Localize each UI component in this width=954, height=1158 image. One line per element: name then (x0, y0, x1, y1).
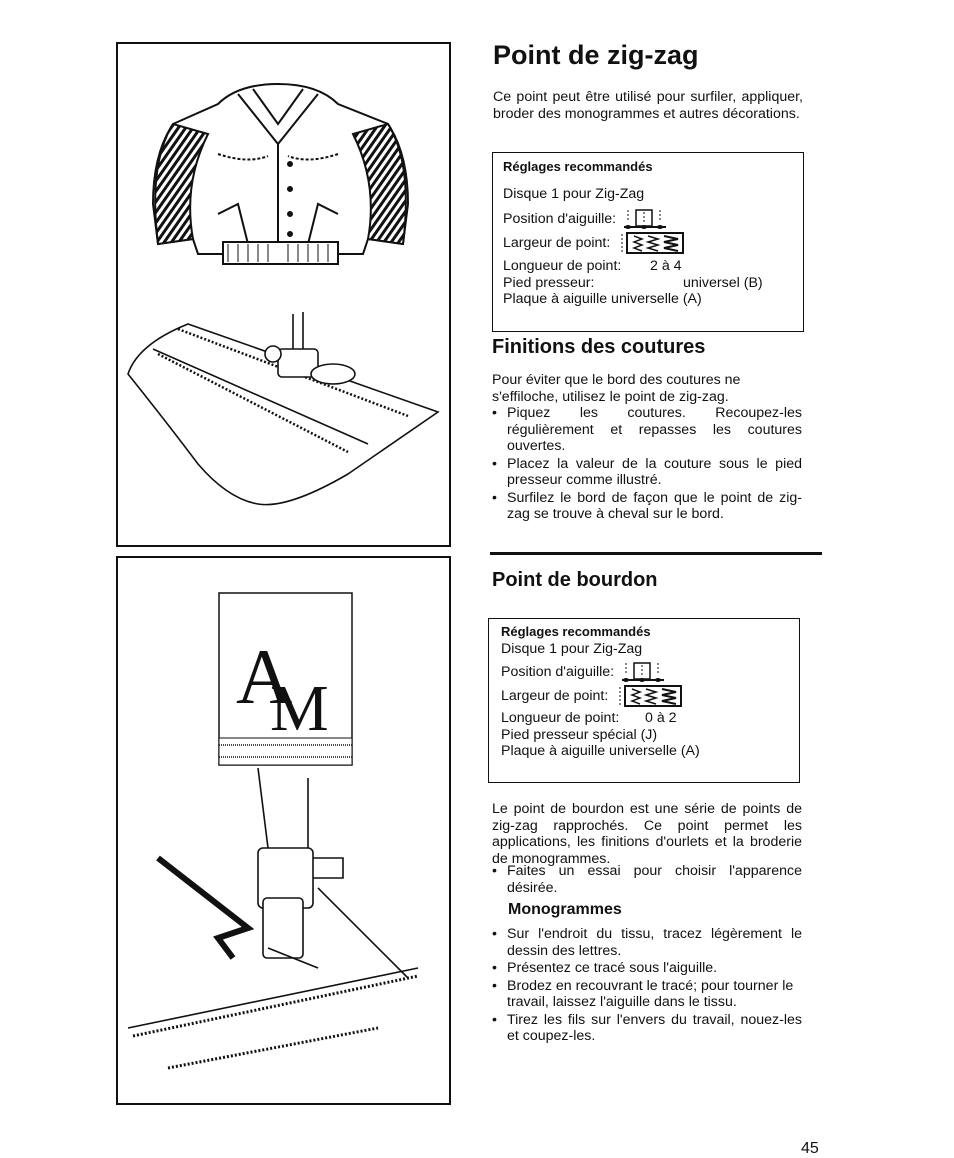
jacket-drawing (153, 84, 408, 264)
bourdon-presser-foot: Pied presseur spécial (J) (501, 726, 658, 743)
bourdon-stitch-length-value: 0 à 2 (645, 710, 677, 726)
bourdon-settings-box (488, 618, 800, 783)
needle-position-icon (622, 661, 672, 683)
bourdon-disc: Disque 1 pour Zig-Zag (501, 640, 643, 657)
monogram-sewing-drawing (128, 768, 418, 1068)
list-item: • Présentez ce tracé sous l'aiguille. (492, 960, 802, 977)
bourdon-stitch-width-label: Largeur de point: (501, 687, 609, 704)
bourdon-needle-position-label: Position d'aiguille: (501, 663, 615, 680)
zigzag-presser-foot-value: universel (B) (683, 274, 763, 291)
zigzag-settings-box (492, 152, 804, 332)
finitions-title: Finitions des coutures (492, 336, 706, 358)
list-item: • Piquez les coutures. Recoupez-les régulièrement et repasses les coutures ouvertes. (492, 405, 802, 455)
zigzag-settings-header: Réglages recommandés (503, 159, 653, 174)
list-item: • Sur l'endroit du tissu, tracez légèrement le dessin des lettres. (492, 926, 802, 959)
jacket-and-seam-illustration (118, 44, 449, 545)
zigzag-presser-foot-label: Pied presseur: (503, 274, 595, 291)
bourdon-needle-plate: Plaque à aiguille universelle (A) (501, 743, 700, 759)
zigzag-intro: Ce point peut être utilisé pour surfiler, appliquer, broder des monogrammes et autres décorations. (493, 89, 803, 122)
monogram-letter-m: M (270, 672, 329, 745)
monogrammes-bullet-list (492, 926, 802, 1046)
stitch-width-icon (620, 232, 686, 254)
list-item: • Brodez en recouvrant le tracé; pour tourner le travail, laissez l'aiguille dans le tissu. (492, 978, 802, 1011)
zigzag-stitch-length-value: 2 à 4 (650, 258, 682, 274)
zigzag-needle-plate: Plaque à aiguille universelle (A) (503, 291, 702, 307)
finitions-intro: Pour éviter que le bord des coutures ne s'effiloche, utilisez le point de zig-zag. (492, 372, 741, 405)
illustration-box-zigzag (116, 42, 451, 547)
list-item: • Faites un essai pour choisir l'apparence désirée. (492, 863, 802, 896)
zigzag-title: Point de zig-zag (493, 40, 699, 70)
bourdon-settings-header: Réglages recommandés (501, 624, 651, 639)
bourdon-stitch-length-label: Longueur de point: (501, 710, 620, 726)
monogram-letter-a: A (236, 633, 293, 720)
list-item: • Surfilez le bord de façon que le point de zig-zag se trouve à cheval sur le bord. (492, 490, 802, 523)
bourdon-title: Point de bourdon (492, 569, 658, 591)
stitch-width-icon (618, 685, 684, 707)
monogram-illustration (118, 558, 449, 1103)
zigzag-stitch-width-label: Largeur de point: (503, 234, 611, 251)
zigzag-needle-position-label: Position d'aiguille: (503, 210, 617, 227)
section-divider (490, 552, 822, 555)
seam-finish-drawing (128, 312, 438, 505)
needle-position-icon (624, 208, 674, 230)
zigzag-disc: Disque 1 pour Zig-Zag (503, 185, 645, 202)
bourdon-bullet-list (492, 863, 802, 897)
illustration-box-monogram (116, 556, 451, 1105)
list-item: • Tirez les fils sur l'envers du travail, nouez-les et coupez-les. (492, 1012, 802, 1045)
zigzag-stitch-length-label: Longueur de point: (503, 258, 622, 274)
monogrammes-subtitle: Monogrammes (508, 901, 622, 918)
page-number: 45 (801, 1140, 819, 1157)
list-item: • Placez la valeur de la couture sous le pied presseur comme illustré. (492, 456, 802, 489)
finitions-bullet-list (492, 405, 802, 524)
bourdon-intro: Le point de bourdon est une série de points de zig-zag rapprochés. Ce point permet les applications, les finitions d'ourlets et la broderie de monogrammes. (492, 801, 802, 867)
